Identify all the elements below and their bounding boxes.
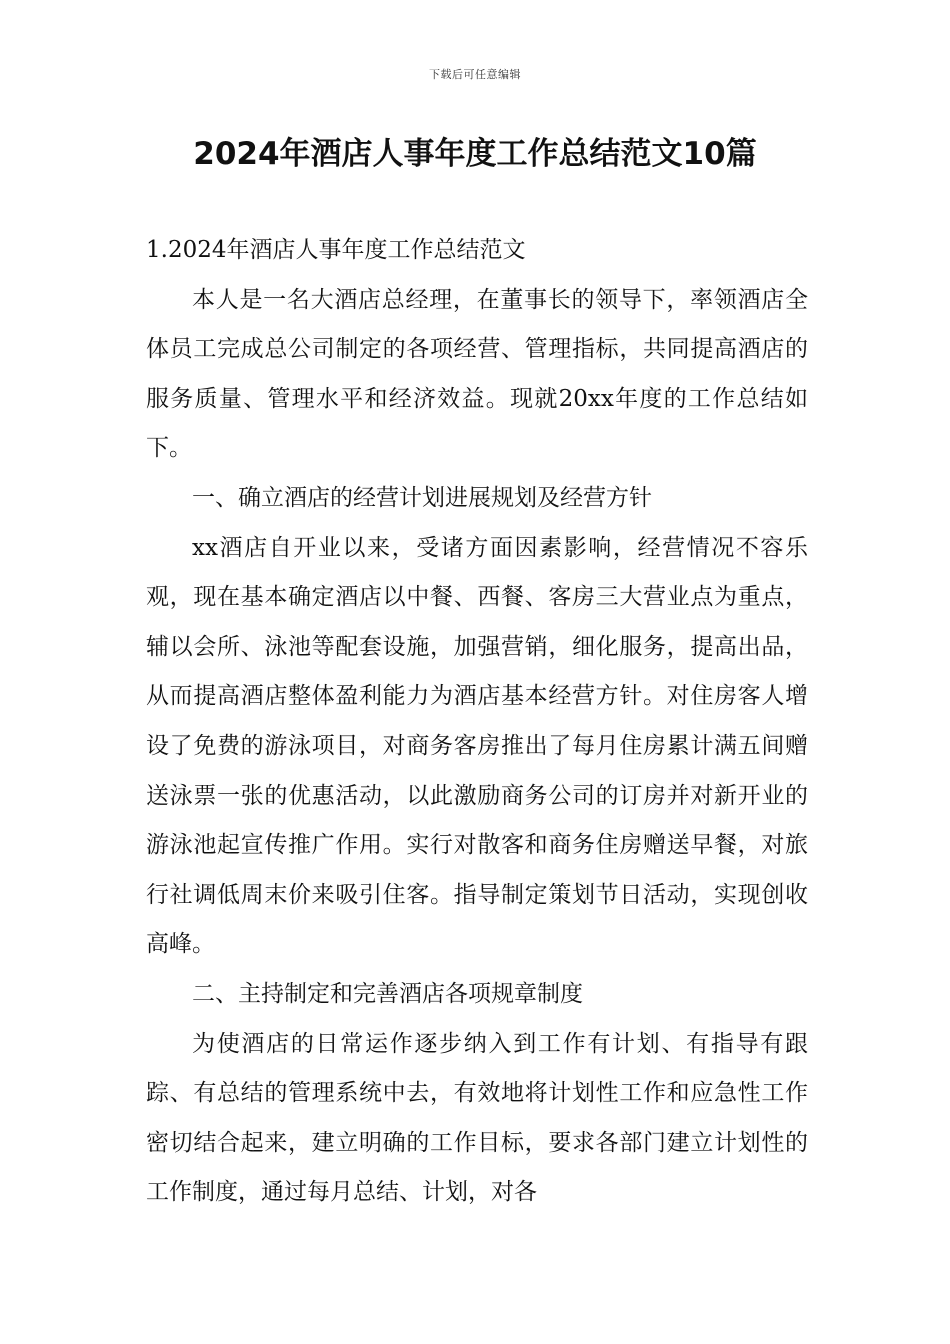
body-paragraph: xx酒店自开业以来，受诸方面因素影响，经营情况不容乐观，现在基本确定酒店以中餐、西餐、客房三大营业点为重点，辅以会所、泳池等配套设施，加强营销，细化服务，提高出品，从而提高酒店整体盈利能力为酒店基本经营方针。对住房客人增设了免费的游泳项目，对商务客房推出了每月住房累计满五间赠送泳票一张的优惠活动，以此激励商务公司的订房并对新开业的游泳池起宣传推广作用。实行对散客和商务住房赠送早餐，对旅行社调低周末价来吸引住客。指导制定策划节日活动，实现创收高峰。 xyxy=(146,534,808,958)
section-heading: 一、确立酒店的经营计划进展规划及经营方针 xyxy=(192,484,652,511)
document-body xyxy=(146,226,808,1218)
body-paragraph: 本人是一名大酒店总经理，在董事长的领导下，率领酒店全体员工完成总公司制定的各项经营、管理指标，共同提高酒店的服务质量、管理水平和经济效益。现就20xx年度的工作总结如下。 xyxy=(146,286,808,462)
document-title: 2024年酒店人事年度工作总结范文10篇 xyxy=(193,136,757,172)
article-title: 1.2024年酒店人事年度工作总结范文 xyxy=(146,237,526,263)
page-header-note: 下载后可任意编辑 xyxy=(429,68,521,81)
section-heading: 二、主持制定和完善酒店各项规章制度 xyxy=(192,980,583,1007)
body-paragraph: 为使酒店的日常运作逐步纳入到工作有计划、有指导有跟踪、有总结的管理系统中去，有效地将计划性工作和应急性工作密切结合起来，建立明确的工作目标，要求各部门建立计划性的工作制度，通过每月总结、计划，对各 xyxy=(146,1030,808,1206)
